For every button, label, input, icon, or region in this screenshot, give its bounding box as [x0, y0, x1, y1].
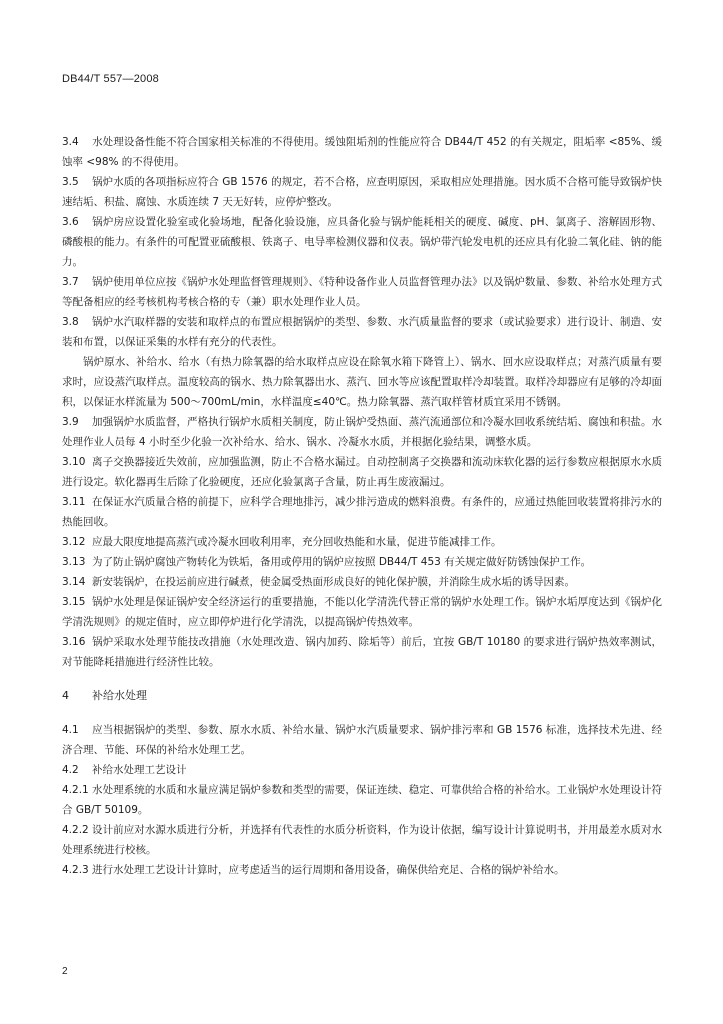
clause-text: 锅炉房应设置化验室或化验场地，配备化验设施，应具备化验与锅炉能耗相关的硬度、碱度、pH、氯离子、溶解固形物、磷酸根的能力。有条件的可配置亚硫酸根、铁离子、电导率检测仪器和仪表。锅炉带汽轮发电机的还应具有化验二氧化硅、钠的能力。: [62, 216, 662, 268]
clause-3-10: [62, 452, 662, 492]
clause-3-15: [62, 592, 662, 632]
clause-text: 锅炉采取水处理节能技改措施（水处理改造、锅内加药、除垢等）前后，宜按 GB/T 10180 的要求进行锅炉热效率测试，对节能降耗措施进行经济性比较。: [62, 636, 662, 668]
clause-text: 在保证水汽质量合格的前提下，应科学合理地排污，减少排污造成的燃料浪费。有条件的，应通过热能回收装置将排污水的热能回收。: [62, 496, 662, 528]
clause-3-4: [62, 132, 662, 172]
clause-4-2-2: [62, 820, 662, 860]
clause-number: 3.15: [62, 596, 86, 608]
clause-number: 3.4: [62, 136, 79, 148]
clause-text: 锅炉水处理是保证锅炉安全经济运行的重要措施，不能以化学清洗代替正常的锅炉水处理工作。锅炉水垢厚度达到《锅炉化学清洗规则》的规定值时，应立即停炉进行化学清洗，以提高锅炉传热效率。: [62, 596, 662, 628]
clause-3-5: [62, 172, 662, 212]
clause-number: 3.9: [62, 416, 79, 428]
section-title: 补给水处理: [92, 689, 147, 702]
clause-3-6: [62, 212, 662, 272]
clause-number: 3.5: [62, 176, 79, 188]
section-number: 4: [62, 689, 69, 702]
clause-text: 水处理设备性能不符合国家相关标准的不得使用。缓蚀阻垢剂的性能应符合 DB44/T 452 的有关规定，阻垢率 <85%、缓蚀率 <98% 的不得使用。: [62, 136, 662, 168]
clause-3-11: [62, 492, 662, 532]
clause-text: 新安装锅炉，在投运前应进行碱煮，使金属受热面形成良好的钝化保护膜，并消除生成水垢的诱导因素。: [92, 576, 575, 588]
clause-text: 补给水处理工艺设计: [92, 764, 187, 776]
clause-number: 3.7: [62, 276, 79, 288]
clause-3-8-continuation: 锅炉原水、补给水、给水（有热力除氧器的给水取样点应设在除氧水箱下降管上）、锅水、回水应设取样点；对蒸汽质量有要求时，应设蒸汽取样点。温度较高的锅水、热力除氧器出水、蒸汽、回水等应该配置取样冷却装置。取样冷却器应有足够的冷却面积，以保证水样流量为 500～700mL/min，水样温度≤40℃。热力除氧器、蒸汽取样管材质宜采用不锈钢。: [62, 356, 662, 408]
clause-4-2: [62, 760, 662, 780]
clause-text: 应最大限度地提高蒸汽或冷凝水回收利用率，充分回收热能和水量，促进节能减排工作。: [92, 536, 502, 548]
clause-3-12: [62, 532, 662, 552]
clause-3-16: [62, 632, 662, 672]
clause-number: 3.6: [62, 216, 79, 228]
clause-text: 为了防止锅炉腐蚀产物转化为铁垢，备用或停用的锅炉应按照 DB44/T 453 有关规定做好防锈蚀保护工作。: [92, 556, 592, 568]
clause-number: 3.14: [62, 576, 86, 588]
clause-number: 3.16: [62, 636, 86, 648]
section-4-heading: [62, 686, 662, 706]
page-number: 2: [62, 966, 68, 977]
clause-text: 水处理系统的水质和水量应满足锅炉参数和类型的需要，保证连续、稳定、可靠供给合格的补给水。工业锅炉水处理设计符合 GB/T 50109。: [62, 784, 662, 816]
clause-text: 锅炉水质的各项指标应符合 GB 1576 的规定，若不合格，应查明原因，采取相应处理措施。因水质不合格可能导致锅炉快速结垢、积盐、腐蚀、水质连续 7 天无好转，应停炉整改。: [62, 176, 662, 208]
clause-text: 应当根据锅炉的类型、参数、原水水质、补给水量、锅炉水汽质量要求、锅炉排污率和 GB 1576 标准，选择技术先进、经济合理、节能、环保的补给水处理工艺。: [62, 724, 662, 756]
clause-number: 3.10: [62, 456, 86, 468]
clause-3-7: [62, 272, 662, 312]
page-content: [62, 132, 662, 880]
clause-4-2-1: [62, 780, 662, 820]
clause-number: 4.1: [62, 724, 79, 736]
clause-3-8: [62, 312, 662, 352]
clause-number: 3.12: [62, 536, 86, 548]
clause-number: 4.2.3: [62, 864, 89, 876]
clause-number: 4.2.1: [62, 784, 89, 796]
clause-3-14: [62, 572, 662, 592]
clause-3-9: [62, 412, 662, 452]
clause-text: 设计前应对水源水质进行分析，并选择有代表性的水质分析资料，作为设计依据，编写设计计算说明书，并用最差水质对水处理系统进行校核。: [62, 824, 662, 856]
clause-3-13: [62, 552, 662, 572]
clause-number: 3.13: [62, 556, 86, 568]
clause-4-1: [62, 720, 662, 760]
clause-4-2-3: [62, 860, 662, 880]
clause-number: 3.8: [62, 316, 79, 328]
clause-text: 锅炉水汽取样器的安装和取样点的布置应根据锅炉的类型、参数、水汽质量监督的要求（或试验要求）进行设计、制造、安装和布置，以保证采集的水样有充分的代表性。: [62, 316, 662, 348]
clause-text: 进行水处理工艺设计计算时，应考虑适当的运行周期和备用设备，确保供给充足、合格的锅炉补给水。: [92, 864, 565, 876]
clause-text: 锅炉使用单位应按《锅炉水处理监督管理规则》、《特种设备作业人员监督管理办法》以及锅炉数量、参数、补给水处理方式等配备相应的经考核机构考核合格的专（兼）职水处理作业人员。: [62, 276, 662, 308]
clause-number: 4.2.2: [62, 824, 89, 836]
document-id-header: DB44/T 557—2008: [62, 73, 159, 85]
clause-text: 加强锅炉水质监督，严格执行锅炉水质相关制度，防止锅炉受热面、蒸汽流通部位和冷凝水回收系统结垢、腐蚀和积盐。水处理作业人员每 4 小时至少化验一次补给水、给水、锅水、冷凝水水质，并根据化验结果，调整水质。: [62, 416, 662, 448]
clause-text: 离子交换器接近失效前，应加强监测，防止不合格水漏过。自动控制离子交换器和流动床软化器的运行参数应根据原水水质进行设定。软化器再生后除了化验硬度，还应化验氯离子含量，防止再生废液漏过。: [62, 456, 662, 488]
clause-number: 3.11: [62, 496, 86, 508]
clause-number: 4.2: [62, 764, 79, 776]
